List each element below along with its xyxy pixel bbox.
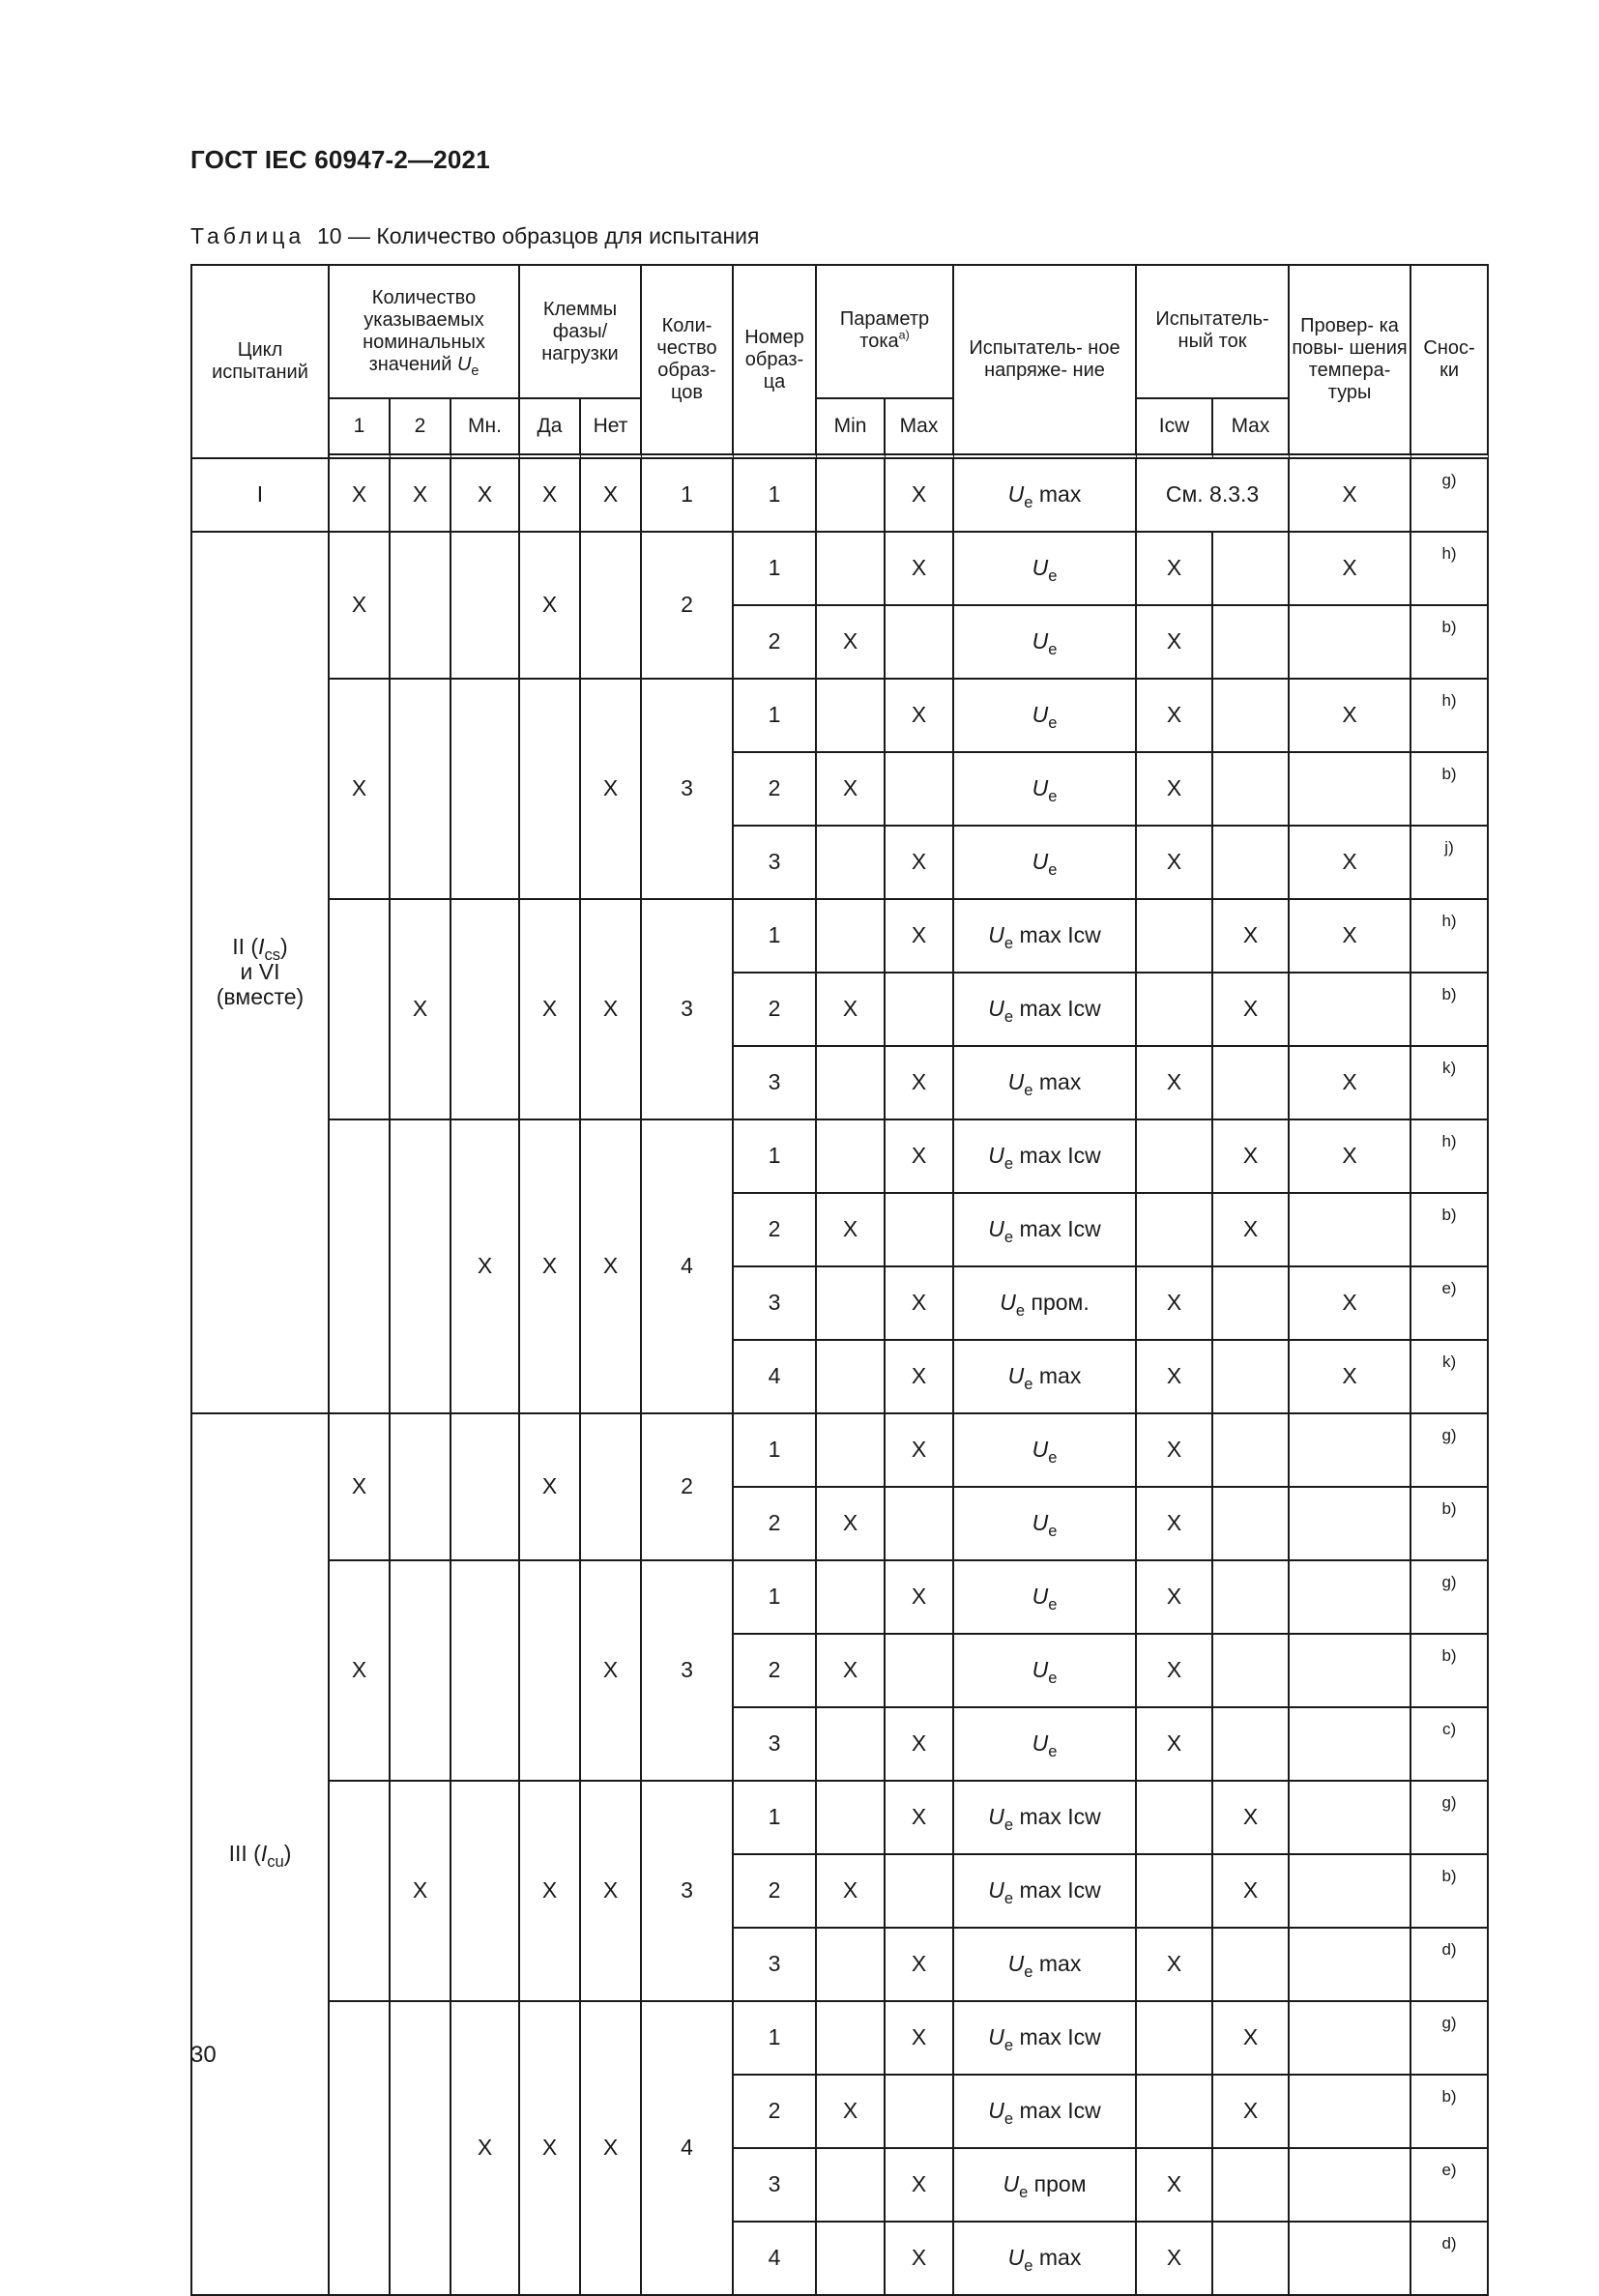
current-max-cell: X [886, 1120, 954, 1194]
test-current-max-cell: X [1213, 1782, 1290, 1855]
table-row [192, 533, 1489, 606]
current-min-cell [817, 1341, 886, 1414]
sample-number-cell: 3 [734, 2149, 817, 2223]
test-current-icw-cell: X [1137, 1414, 1213, 1488]
current-max-cell [886, 606, 954, 680]
current-min-cell [817, 1929, 886, 2002]
current-min-cell [817, 827, 886, 900]
header-current-min: Min [817, 399, 886, 459]
group-rmn-cell: X [451, 459, 520, 533]
header-temp-check: Провер- ка повы- шения темпера- туры [1290, 266, 1411, 459]
test-voltage-cell: $U_e$ max Icw [954, 1194, 1137, 1267]
test-voltage-cell: $U_e$ max Icw [954, 2076, 1137, 2149]
test-current-icw-cell [1137, 1855, 1213, 1929]
test-current-icw-cell: X [1137, 2223, 1213, 2296]
test-current-icw-cell: X [1137, 1635, 1213, 1708]
current-min-cell [817, 1561, 886, 1635]
test-current-icw-cell: X [1137, 1561, 1213, 1635]
temp-check-cell [1290, 2002, 1411, 2076]
test-current-max-cell [1213, 1341, 1290, 1414]
current-max-cell: X [886, 533, 954, 606]
group-qty-cell: 1 [642, 459, 734, 533]
group-r1-cell: X [330, 1414, 391, 1561]
current-max-cell: X [886, 1414, 954, 1488]
test-current-icw-cell: X [1137, 1341, 1213, 1414]
test-voltage-cell: $U_e$ max [954, 1341, 1137, 1414]
group-qty-cell: 2 [642, 533, 734, 680]
group-r2-cell [391, 533, 451, 680]
temp-check-cell [1290, 1635, 1411, 1708]
sample-number-cell: 2 [734, 974, 817, 1047]
footnote-cell: d) [1411, 1929, 1489, 2002]
test-current-icw-cell: X [1137, 606, 1213, 680]
group-yes-cell: X [520, 1120, 581, 1414]
group-no-cell: X [581, 1561, 642, 1782]
sample-number-cell: 3 [734, 1047, 817, 1120]
group-no-cell: X [581, 1782, 642, 2002]
test-voltage-cell: $U_e$ max Icw [954, 1782, 1137, 1855]
cycle-cell: I [192, 459, 330, 533]
group-rmn-cell [451, 1414, 520, 1561]
sample-number-cell: 4 [734, 1341, 817, 1414]
temp-check-cell [1290, 1488, 1411, 1561]
footnote-cell: h) [1411, 1120, 1489, 1194]
sample-number-cell: 2 [734, 1855, 817, 1929]
temp-check-cell: X [1290, 680, 1411, 753]
sample-number-cell: 1 [734, 1561, 817, 1635]
test-current-max-cell [1213, 533, 1290, 606]
table-row [192, 1782, 1489, 1855]
group-r2-cell: X [391, 900, 451, 1120]
current-min-cell [817, 2002, 886, 2076]
group-no-cell [581, 1414, 642, 1561]
test-voltage-cell: $U_e$ [954, 1561, 1137, 1635]
table-row [192, 459, 1489, 533]
footnote-cell: g) [1411, 459, 1489, 533]
sample-number-cell: 3 [734, 1708, 817, 1782]
sample-number-cell: 4 [734, 2223, 817, 2296]
test-current-icw-cell: X [1137, 827, 1213, 900]
test-current-icw-cell [1137, 974, 1213, 1047]
test-voltage-cell: $U_e$ max Icw [954, 974, 1137, 1047]
test-current-icw-cell [1137, 2002, 1213, 2076]
current-max-cell: X [886, 1047, 954, 1120]
sample-number-cell: 1 [734, 533, 817, 606]
test-current-icw-cell: X [1137, 2149, 1213, 2223]
header-sample-number: Номер образ- ца [734, 266, 817, 459]
test-current-max-cell: X [1213, 900, 1290, 974]
temp-check-cell: X [1290, 827, 1411, 900]
current-min-cell [817, 533, 886, 606]
current-max-cell [886, 974, 954, 1047]
test-voltage-cell: $U_e$ [954, 606, 1137, 680]
test-current-max-cell: X [1213, 1855, 1290, 1929]
test-voltage-cell: $U_e$ [954, 827, 1137, 900]
current-max-cell [886, 1635, 954, 1708]
current-max-cell: X [886, 1267, 954, 1341]
test-voltage-cell: $U_e$ [954, 1635, 1137, 1708]
current-min-cell: X [817, 1488, 886, 1561]
footnote-cell: b) [1411, 1194, 1489, 1267]
test-current-max-cell [1213, 1708, 1290, 1782]
group-rmn-cell [451, 1561, 520, 1782]
temp-check-cell [1290, 1782, 1411, 1855]
table-row [192, 1120, 1489, 1194]
test-current-max-cell [1213, 2149, 1290, 2223]
current-max-cell: X [886, 827, 954, 900]
test-current-max-cell [1213, 2223, 1290, 2296]
group-r1-cell: X [330, 1561, 391, 1782]
group-rmn-cell: X [451, 1120, 520, 1414]
test-current-icw-cell: X [1137, 680, 1213, 753]
header-current-max: Max [886, 399, 954, 459]
header-test-current: Испытатель- ный ток [1137, 266, 1290, 399]
group-rmn-cell [451, 533, 520, 680]
current-min-cell: X [817, 1194, 886, 1267]
current-max-cell: X [886, 2223, 954, 2296]
group-qty-cell: 4 [642, 2002, 734, 2296]
current-max-cell: X [886, 1561, 954, 1635]
test-voltage-cell: $U_e$ max [954, 1047, 1137, 1120]
test-voltage-cell: $U_e$ max [954, 2223, 1137, 2296]
footnote-cell: h) [1411, 900, 1489, 974]
sample-number-cell: 2 [734, 606, 817, 680]
temp-check-cell [1290, 1708, 1411, 1782]
group-yes-cell: X [520, 900, 581, 1120]
temp-check-cell [1290, 2149, 1411, 2223]
group-r2-cell [391, 2002, 451, 2296]
test-voltage-cell: $U_e$ max [954, 459, 1137, 533]
group-qty-cell: 3 [642, 900, 734, 1120]
test-current-max-cell [1213, 1047, 1290, 1120]
sample-number-cell: 1 [734, 1414, 817, 1488]
test-current-icw-cell: X [1137, 1708, 1213, 1782]
group-no-cell: X [581, 459, 642, 533]
current-min-cell [817, 1782, 886, 1855]
temp-check-cell [1290, 753, 1411, 827]
group-rmn-cell [451, 1782, 520, 2002]
group-r2-cell [391, 1561, 451, 1782]
current-min-cell [817, 459, 886, 533]
group-qty-cell: 3 [642, 1782, 734, 2002]
header-rating-2: 2 [391, 399, 451, 459]
current-max-cell [886, 2076, 954, 2149]
sample-number-cell: 1 [734, 900, 817, 974]
temp-check-cell [1290, 1855, 1411, 1929]
test-current-max-cell [1213, 1267, 1290, 1341]
test-current-max-cell [1213, 753, 1290, 827]
header-terminals-yes: Да [520, 399, 581, 459]
temp-check-cell [1290, 606, 1411, 680]
group-yes-cell [520, 1561, 581, 1782]
group-qty-cell: 2 [642, 1414, 734, 1561]
test-voltage-cell: $U_e$ [954, 1414, 1137, 1488]
footnote-cell: k) [1411, 1047, 1489, 1120]
header-rating-1: 1 [330, 399, 391, 459]
test-current-max-cell [1213, 606, 1290, 680]
temp-check-cell: X [1290, 1341, 1411, 1414]
sample-number-cell: 1 [734, 459, 817, 533]
temp-check-cell [1290, 2076, 1411, 2149]
header-rating-many: Мн. [451, 399, 520, 459]
table-row [192, 900, 1489, 974]
header-current-param: Параметр тока$^{a)}$ [817, 266, 954, 399]
current-min-cell [817, 2223, 886, 2296]
group-no-cell: X [581, 680, 642, 900]
sample-number-cell: 1 [734, 1120, 817, 1194]
current-max-cell [886, 1855, 954, 1929]
footnote-cell: g) [1411, 1782, 1489, 1855]
test-current-max-cell [1213, 1929, 1290, 2002]
footnote-cell: g) [1411, 1414, 1489, 1488]
cycle-cell: II $(I_{cs})$ и VI (вместе) [192, 533, 330, 1414]
cycle-cell [192, 1414, 330, 2296]
group-yes-cell: X [520, 1782, 581, 2002]
current-min-cell: X [817, 1855, 886, 1929]
sample-number-cell: 2 [734, 2076, 817, 2149]
group-qty-cell: 4 [642, 1120, 734, 1414]
footnote-cell: b) [1411, 1855, 1489, 1929]
temp-check-cell [1290, 1561, 1411, 1635]
footnote-cell: d) [1411, 2223, 1489, 2296]
footnote-cell: k) [1411, 1341, 1489, 1414]
sample-number-cell: 2 [734, 753, 817, 827]
test-current-max-cell [1213, 827, 1290, 900]
samples-table [190, 264, 1489, 2296]
current-min-cell [817, 2149, 886, 2223]
group-yes-cell: X [520, 2002, 581, 2296]
document-title: ГОСТ IEC 60947-2—2021 [190, 145, 490, 174]
current-min-cell [817, 1414, 886, 1488]
header-terminals-no: Нет [581, 399, 642, 459]
test-voltage-cell: $U_e$ [954, 1488, 1137, 1561]
footnote-cell: h) [1411, 680, 1489, 753]
group-r1-cell: X [330, 533, 391, 680]
sample-number-cell: 3 [734, 827, 817, 900]
current-min-cell: X [817, 1635, 886, 1708]
table-caption [190, 223, 759, 249]
footnote-cell: b) [1411, 1635, 1489, 1708]
test-voltage-cell: $U_e$ max Icw [954, 1855, 1137, 1929]
current-min-cell [817, 680, 886, 753]
test-voltage-cell: $U_e$ max Icw [954, 900, 1137, 974]
group-r2-cell [391, 1120, 451, 1414]
group-yes-cell: X [520, 533, 581, 680]
table-row [192, 1414, 1489, 1488]
test-current-max-cell: X [1213, 2002, 1290, 2076]
header-cycle: Цикл испытаний [192, 266, 330, 459]
header-ratings: Количество указываемых номинальных значений $U_e$ [330, 266, 520, 399]
current-max-cell: X [886, 1782, 954, 1855]
test-current-icw-cell [1137, 1120, 1213, 1194]
current-min-cell: X [817, 2076, 886, 2149]
group-r2-cell: X [391, 459, 451, 533]
group-rmn-cell [451, 900, 520, 1120]
footnote-cell: b) [1411, 1488, 1489, 1561]
temp-check-cell: X [1290, 1047, 1411, 1120]
group-r1-cell: X [330, 680, 391, 900]
sample-number-cell: 2 [734, 1194, 817, 1267]
test-current-icw-cell [1137, 1194, 1213, 1267]
test-current-max-cell [1213, 680, 1290, 753]
test-current-icw-cell: X [1137, 1929, 1213, 2002]
page-number: 30 [190, 2042, 217, 2068]
current-max-cell: X [886, 900, 954, 974]
group-rmn-cell [451, 680, 520, 900]
test-current-max-cell: X [1213, 1120, 1290, 1194]
test-current-icw-cell [1137, 900, 1213, 974]
test-voltage-cell: $U_e$ [954, 533, 1137, 606]
footnote-cell: g) [1411, 2002, 1489, 2076]
test-current-icw-cell: X [1137, 533, 1213, 606]
test-voltage-cell: $U_e$ пром [954, 2149, 1137, 2223]
sample-number-cell: 2 [734, 1488, 817, 1561]
test-current-max-cell: X [1213, 2076, 1290, 2149]
footnote-cell: j) [1411, 827, 1489, 900]
footnote-cell: h) [1411, 533, 1489, 606]
group-yes-cell [520, 680, 581, 900]
current-max-cell [886, 1194, 954, 1267]
current-min-cell: X [817, 753, 886, 827]
header-footnotes: Снос- ки [1411, 266, 1489, 459]
current-max-cell: X [886, 1341, 954, 1414]
table-row [192, 2002, 1489, 2076]
current-max-cell: X [886, 1929, 954, 2002]
test-voltage-cell: $U_e$ пром. [954, 1267, 1137, 1341]
temp-check-cell: X [1290, 900, 1411, 974]
test-voltage-cell: $U_e$ max [954, 1929, 1137, 2002]
footnote-cell: e) [1411, 1267, 1489, 1341]
temp-check-cell [1290, 2223, 1411, 2296]
current-max-cell: X [886, 680, 954, 753]
current-min-cell: X [817, 606, 886, 680]
group-qty-cell: 3 [642, 680, 734, 900]
current-max-cell: X [886, 1708, 954, 1782]
test-current-max-cell [1213, 1635, 1290, 1708]
footnote-cell: c) [1411, 1708, 1489, 1782]
footnote-cell: e) [1411, 2149, 1489, 2223]
current-min-cell [817, 900, 886, 974]
header-test-voltage: Испытатель- ное напряже- ние [954, 266, 1137, 459]
footnote-cell: b) [1411, 2076, 1489, 2149]
cycle-label: II $(I_{cs})$ [232, 934, 288, 965]
footnote-cell: g) [1411, 1561, 1489, 1635]
group-rmn-cell: X [451, 2002, 520, 2296]
group-r2-cell: X [391, 1782, 451, 2002]
group-yes-cell: X [520, 459, 581, 533]
test-voltage-cell: $U_e$ max Icw [954, 1120, 1137, 1194]
test-current-max-cell: X [1213, 1194, 1290, 1267]
test-current-max-cell: X [1213, 974, 1290, 1047]
test-voltage-cell: $U_e$ [954, 1708, 1137, 1782]
group-no-cell: X [581, 900, 642, 1120]
group-r2-cell [391, 1414, 451, 1561]
current-max-cell: X [886, 459, 954, 533]
sample-number-cell: 3 [734, 1929, 817, 2002]
test-current-max-cell [1213, 1561, 1290, 1635]
group-r1-cell [330, 2002, 391, 2296]
test-current-icw-cell [1137, 2076, 1213, 2149]
header-current-imax: Max [1213, 399, 1290, 459]
header-current-icw: Icw [1137, 399, 1213, 459]
header-terminals: Клеммы фазы/ нагрузки [520, 266, 642, 399]
sample-number-cell: 1 [734, 680, 817, 753]
footnote-cell: b) [1411, 606, 1489, 680]
caption-text: 10 — Количество образцов для испытания [316, 223, 760, 248]
group-no-cell: X [581, 1120, 642, 1414]
test-current-icw-cell [1137, 1782, 1213, 1855]
current-max-cell: X [886, 2002, 954, 2076]
sample-number-cell: 1 [734, 2002, 817, 2076]
test-current-icw-cell: X [1137, 1267, 1213, 1341]
current-min-cell [817, 1047, 886, 1120]
test-current-icw-cell: X [1137, 1488, 1213, 1561]
test-current-max-cell [1213, 1488, 1290, 1561]
group-r2-cell [391, 680, 451, 900]
group-no-cell [581, 533, 642, 680]
test-current-icw-cell: X [1137, 1047, 1213, 1120]
current-max-cell [886, 1488, 954, 1561]
cycle-label: III $(I_{cu})$ [228, 1841, 292, 1871]
temp-check-cell [1290, 974, 1411, 1047]
current-max-cell: X [886, 2149, 954, 2223]
test-current-max-cell [1213, 1414, 1290, 1488]
caption-prefix: Таблица [190, 223, 305, 248]
test-current-cell: См. 8.3.3 [1137, 459, 1290, 533]
group-r1-cell [330, 1782, 391, 2002]
current-min-cell: X [817, 974, 886, 1047]
test-voltage-cell: $U_e$ [954, 680, 1137, 753]
table-row [192, 1561, 1489, 1635]
temp-check-cell [1290, 1929, 1411, 2002]
temp-check-cell [1290, 1194, 1411, 1267]
group-r1-cell: X [330, 459, 391, 533]
sample-number-cell: 1 [734, 1782, 817, 1855]
temp-check-cell [1290, 1414, 1411, 1488]
table-row [192, 680, 1489, 753]
footnote-cell: b) [1411, 974, 1489, 1047]
test-current-icw-cell: X [1137, 753, 1213, 827]
temp-check-cell: X [1290, 1267, 1411, 1341]
current-min-cell [817, 1267, 886, 1341]
current-min-cell [817, 1708, 886, 1782]
current-min-cell [817, 1120, 886, 1194]
sample-number-cell: 3 [734, 1267, 817, 1341]
group-r1-cell [330, 900, 391, 1120]
temp-check-cell: X [1290, 459, 1411, 533]
group-yes-cell: X [520, 1414, 581, 1561]
group-no-cell: X [581, 2002, 642, 2296]
test-voltage-cell: $U_e$ [954, 753, 1137, 827]
group-r1-cell [330, 1120, 391, 1414]
temp-check-cell: X [1290, 533, 1411, 606]
sample-number-cell: 2 [734, 1635, 817, 1708]
temp-check-cell: X [1290, 1120, 1411, 1194]
group-qty-cell: 3 [642, 1561, 734, 1782]
test-voltage-cell: $U_e$ max Icw [954, 2002, 1137, 2076]
current-max-cell [886, 753, 954, 827]
footnote-cell: b) [1411, 753, 1489, 827]
header-quantity: Коли- чество образ- цов [642, 266, 734, 459]
